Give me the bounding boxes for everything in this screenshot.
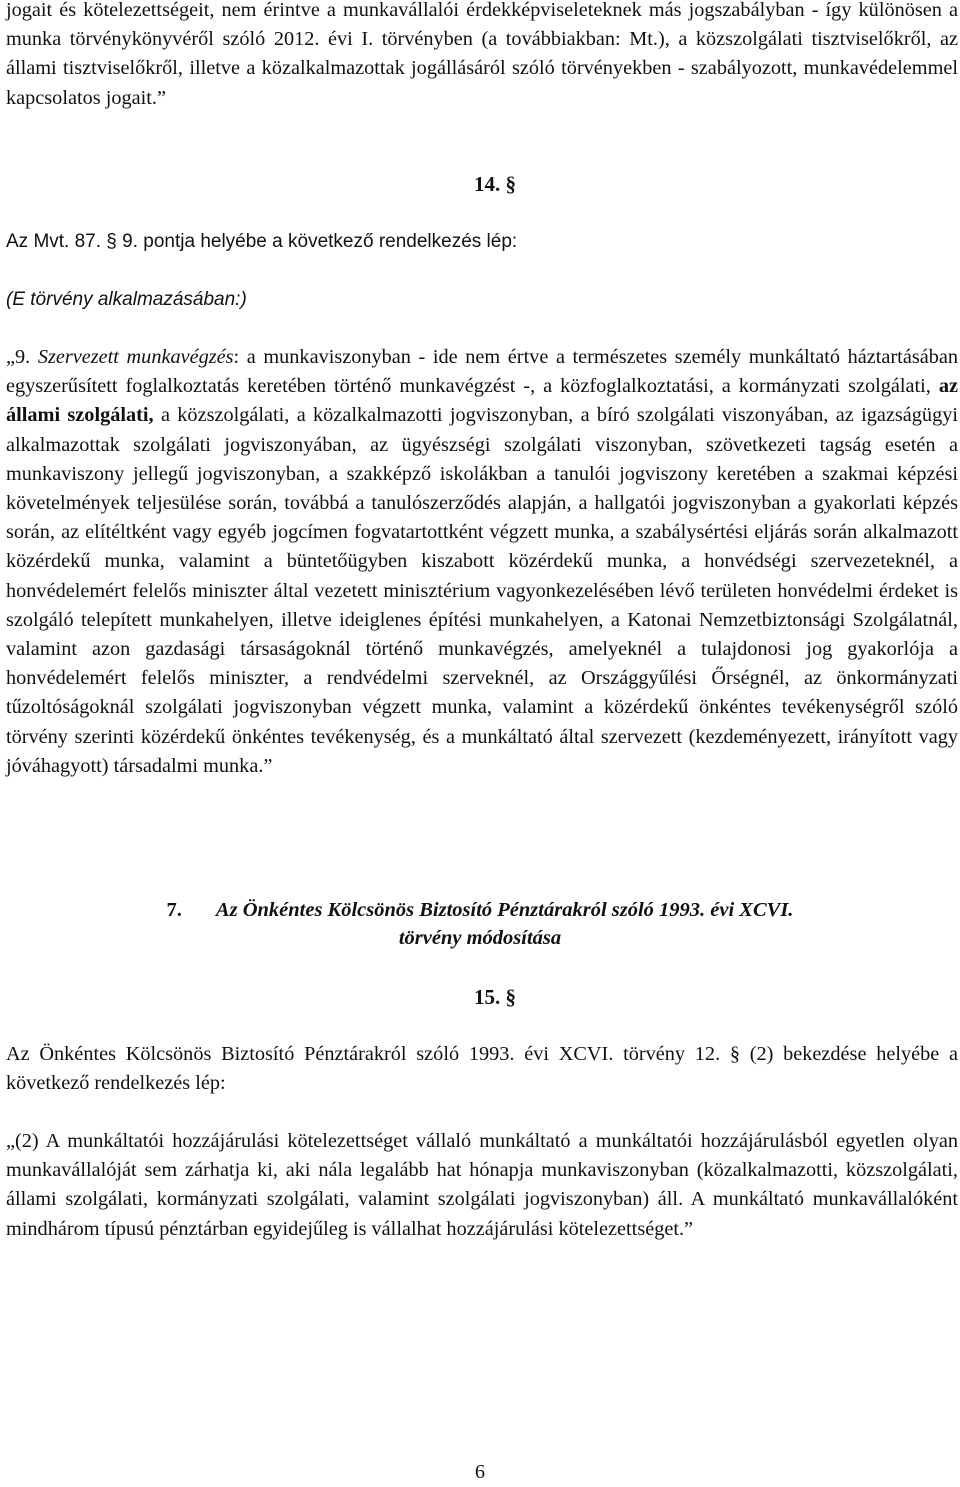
amended-provision-2: „(2) A munkáltatói hozzájárulási kötelezettséget vállaló munkáltató a munkáltatói hozzájárulásból egyetlen olyan munkavállalóját sem zárhatja ki, aki nála legalább hat hónapja munkaviszonyban (közalkalmazotti, közszolgálati, állami szolgálati, kormányzati szolgálati, valamint szolgálati jogviszonyban) áll. A munkáltató munkavállalóként mindhárom típusú pénztárban egyidejűleg is vállalhat hozzájárulási kötelezettséget.” xyxy=(6,1130,958,1240)
section-heading-15: 15. § xyxy=(474,985,516,1009)
definition-text-part2: a közszolgálati, a közalkalmazotti jogviszonyban, a bíró szolgálati viszonyában, az igazságügyi alkalmazottak szolgálati jogviszonyában, az ügyészségi szolgálati viszonyban, szövetkezeti tagság esetén a munkaviszony jellegű jogviszonyban, a szakképző iskolákban a tanulói jogviszony keretében a szakmai képzési követelmények teljesülése során, továbbá a tanulószerződés alapján, a hallgatói jogviszonyban a gyakorlati képzés során, az elítéltként vagy egyéb jogcímen fogvatartottként végzett munka, a szabálysértési eljárás során alkalmazott közérdekű munka, valamint a büntetőügyben kiszabott közérdekű munka, a honvédségi szervezeteknél, a honvédelemért felelős miniszter által vezetett minisztérium vagyonkezelésében lévő területen honvédelmi érdeket is szolgáló telepített munkahelyen, illetve ideiglenes építési munkahelyen, a Katonai Nemzetbiztonsági Szolgálatnál, valamint azon gazdasági társaságoknál történő munkavégzés, amelyeknél a tulajdonosi jog gyakorlója a honvédelemért felelős miniszter, a rendvédelmi szerveknél, az Országgyűlési Őrségnél, az önkormányzati tűzoltóságoknál szolgálati jogviszonyban végzett munka, valamint a közérdekű önkéntes tevékenységről szóló törvény szerinti közérdekű önkéntes tevékenység, és a munkáltató által szervezett (kezdeményezett, irányított vagy jóváhagyott) társadalmi munka.” xyxy=(6,404,958,777)
definition-9 xyxy=(6,343,958,781)
definition-term: Szervezett munkavégzés xyxy=(37,346,234,368)
amendment-intro-12: Az Önkéntes Kölcsönös Biztosító Pénztárakról szóló 1993. évi XCVI. törvény 12. § (2) bekezdése helyébe a következő rendelkezés lép: xyxy=(6,1043,958,1095)
page-number: 6 xyxy=(474,1461,486,1483)
section-7-title-line2: törvény módosítása xyxy=(398,927,562,949)
section-7-heading xyxy=(0,896,960,952)
amendment-intro-87: Az Mvt. 87. § 9. pontja helyébe a következő rendelkezés lép: xyxy=(6,231,518,252)
definition-lead: „9. xyxy=(6,346,38,368)
section-heading-14: 14. § xyxy=(474,172,516,196)
scope-note: (E törvény alkalmazásában:) xyxy=(6,289,247,310)
section-7-title-line1: Az Önkéntes Kölcsönös Biztosító Pénztárakról szóló 1993. évi XCVI. xyxy=(215,899,794,921)
definition-text-part1: : a munkaviszonyban - ide nem értve a természetes személy munkáltató háztartásában egyszerűsített foglalkoztatás keretében történő munkavégzést -, a közfoglalkoztatási, a kormányzati szolgálati, xyxy=(6,346,958,398)
paragraph-continuation: jogait és kötelezettségeit, nem érintve a munkavállalói érdekképviseleteknek más jogszabályban - így különösen a munka törvénykönyvéről szóló 2012. évi I. törvényben (a továbbiakban: Mt.), a közszolgálati tisztviselőkről, az állami tisztviselőkről, illetve a közalkalmazottak jogállásáról szóló törvényekben - szabályozott, munkavédelemmel kapcsolatos jogait.” xyxy=(6,0,958,109)
definition-text-bold: az állami szolgálati, xyxy=(6,375,958,427)
section-7-number: 7. xyxy=(166,899,182,921)
